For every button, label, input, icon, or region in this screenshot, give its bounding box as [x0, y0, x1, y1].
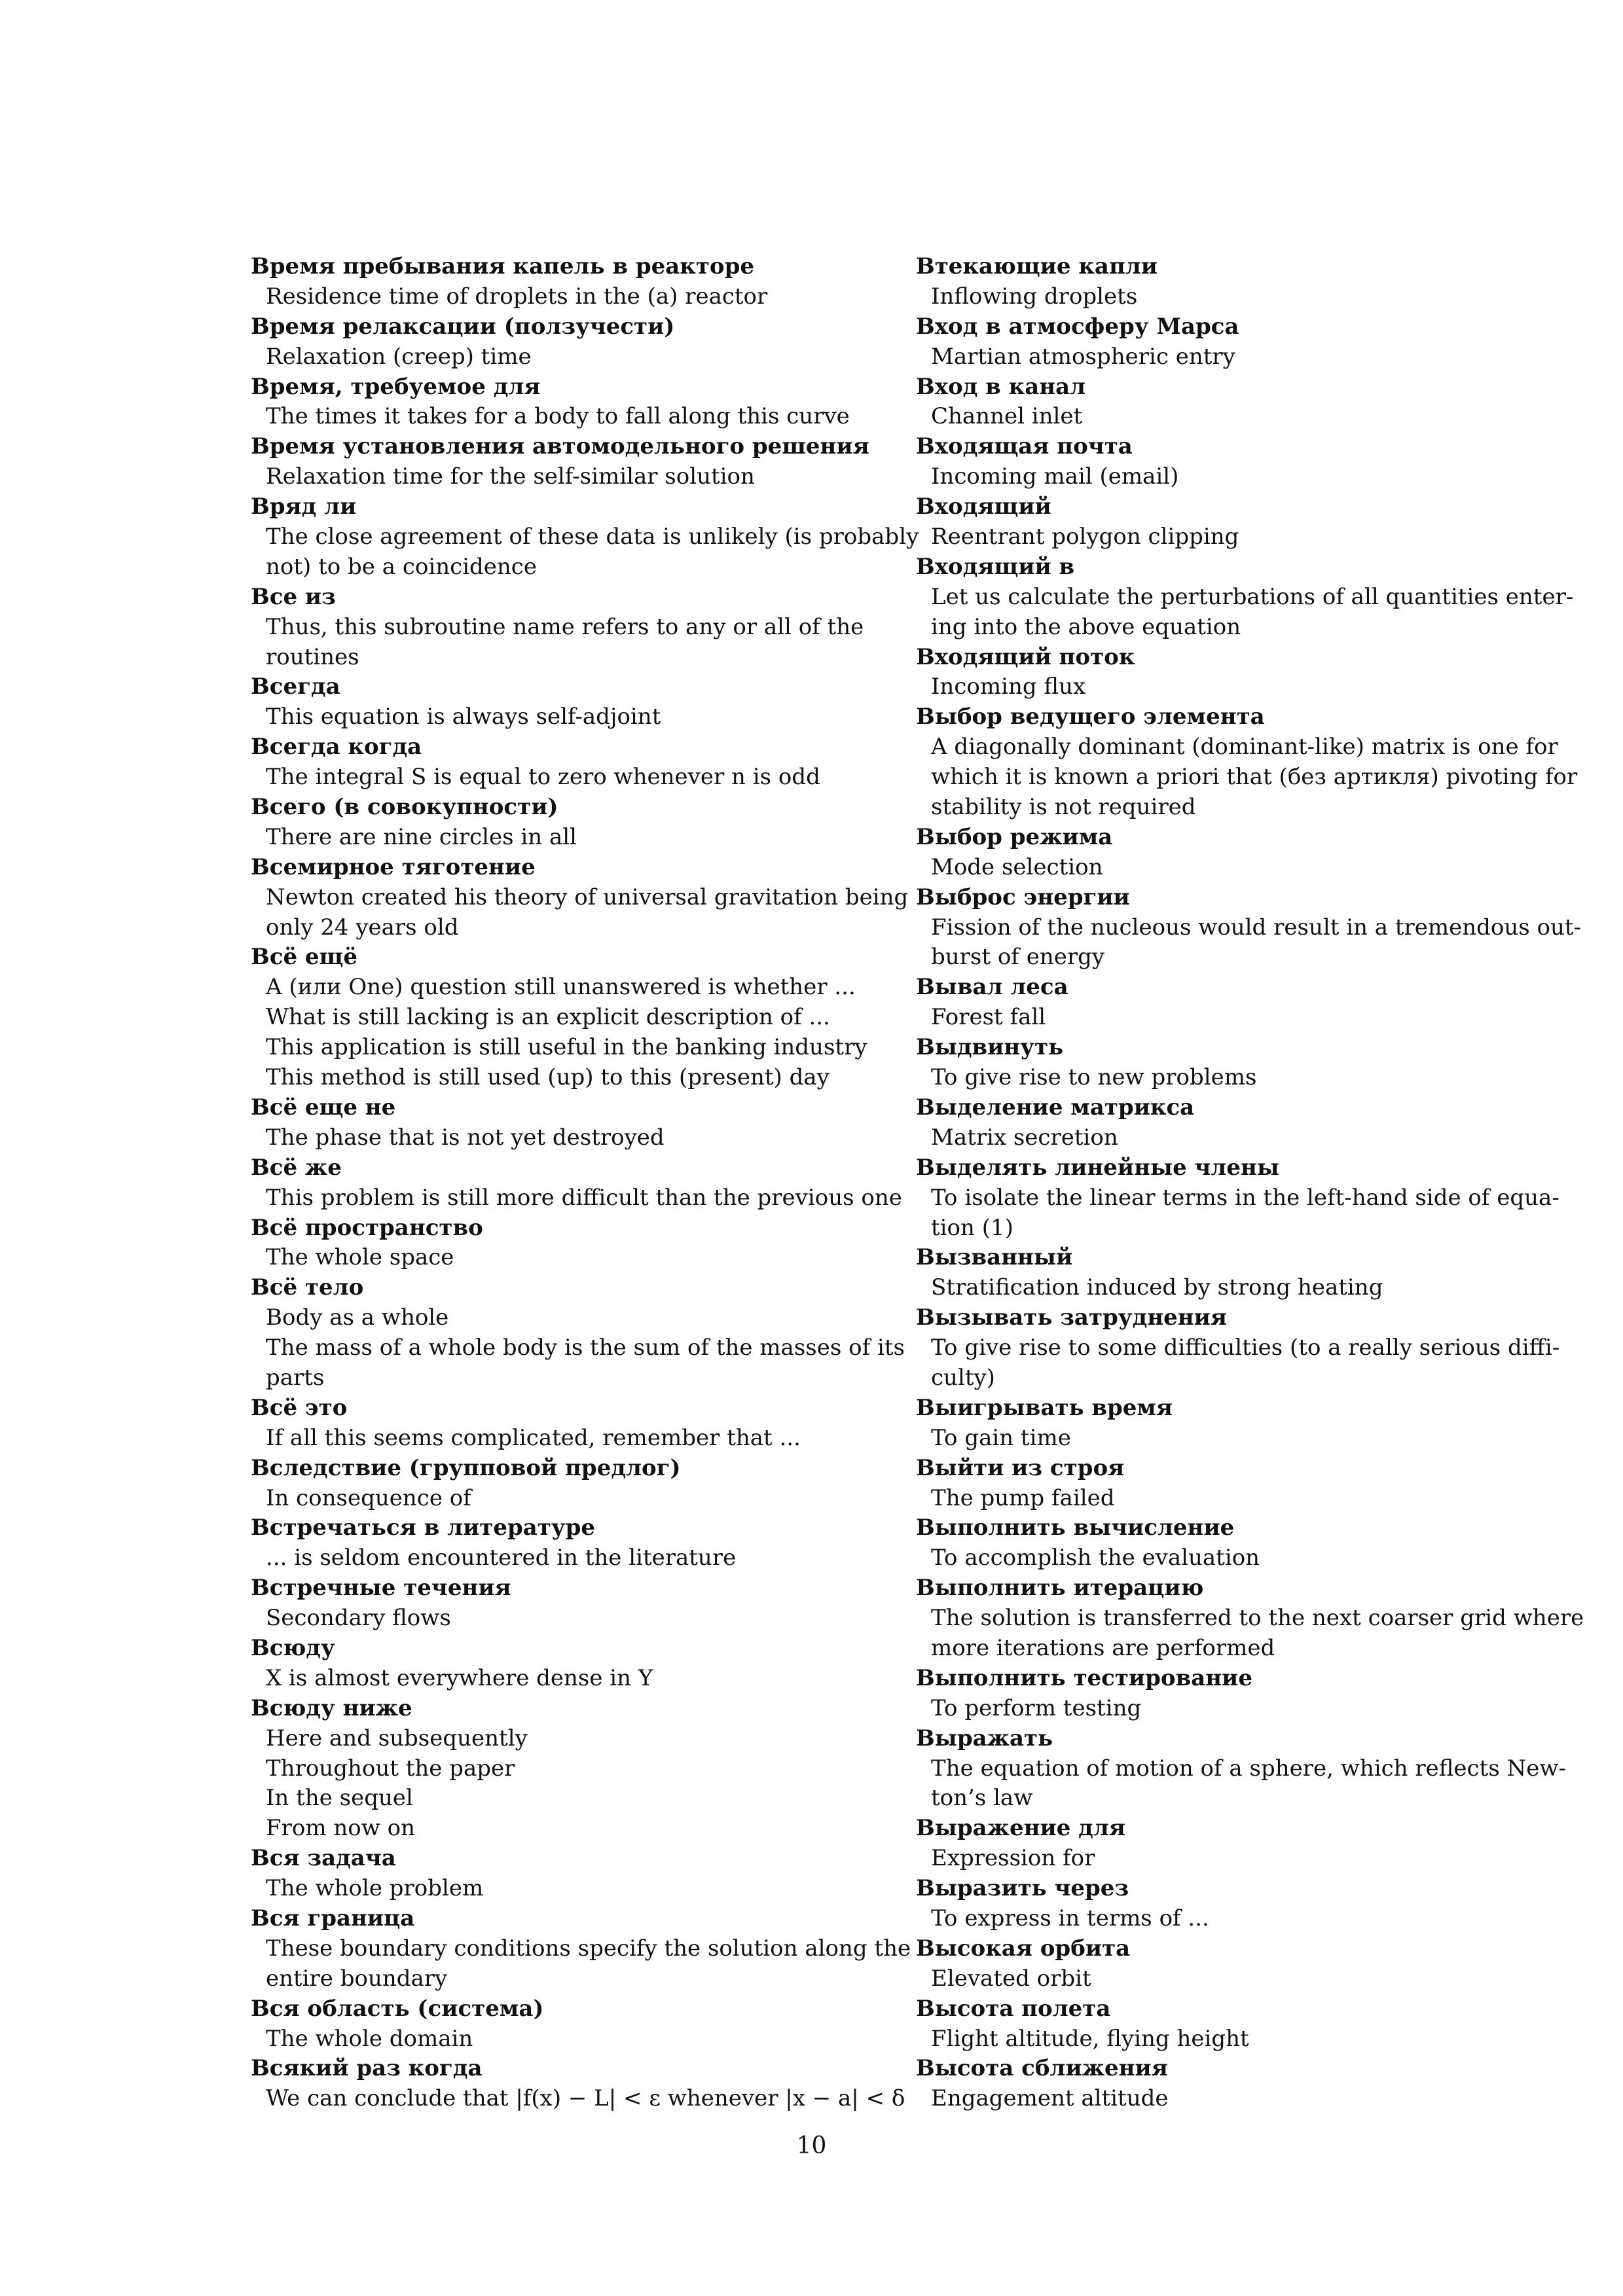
- entry-translation: To accomplish the evaluation: [931, 1545, 1260, 1571]
- entry-translation: The phase that is not yet destroyed: [266, 1124, 665, 1151]
- entry-translation: To gain time: [931, 1424, 1071, 1451]
- entry-term: Время пребывания капель в реакторе: [251, 253, 754, 279]
- entry-term: Входящий в: [916, 553, 1075, 580]
- entry-term: Всё еще не: [251, 1094, 396, 1121]
- entry-translation: The integral S is equal to zero whenever n is odd: [266, 764, 820, 791]
- entry-term: Высота сближения: [916, 2055, 1168, 2082]
- entry-term: Всё это: [251, 1394, 348, 1421]
- entry-translation: To give rise to new problems: [931, 1064, 1257, 1091]
- entry-translation: not) to be a coincidence: [266, 553, 537, 580]
- entry-translation: which it is known a priori that (без артикля) pivoting for: [931, 764, 1578, 791]
- entry-translation: Inflowing droplets: [931, 283, 1138, 310]
- entry-translation: Relaxation time for the self-similar solution: [266, 463, 755, 490]
- entry-translation: stability is not required: [931, 794, 1196, 821]
- entry-term: Вряд ли: [251, 493, 357, 520]
- entry-translation: tion (1): [931, 1214, 1013, 1241]
- entry-translation: Elevated orbit: [931, 1965, 1091, 1992]
- entry-term: Всё пространство: [251, 1214, 483, 1241]
- entry-term: Всемирное тяготение: [251, 853, 536, 880]
- entry-translation: To isolate the linear terms in the left-hand side of equa-: [931, 1184, 1559, 1211]
- entry-translation: The close agreement of these data is unlikely (is probably: [266, 524, 919, 550]
- entry-term: Встречаться в литературе: [251, 1515, 596, 1541]
- entry-term: Всё же: [251, 1154, 342, 1181]
- entry-term: Вызванный: [916, 1244, 1073, 1271]
- entry-translation: Thus, this subroutine name refers to any or all of the: [266, 613, 864, 640]
- entry-translation: The solution is transferred to the next coarser grid where: [931, 1605, 1584, 1632]
- entry-term: Выделять линейные члены: [916, 1154, 1280, 1181]
- entry-translation: Relaxation (creep) time: [266, 343, 532, 370]
- entry-term: Выдвинуть: [916, 1034, 1064, 1061]
- entry-term: Всюду ниже: [251, 1695, 412, 1721]
- entry-term: Вывал леса: [916, 974, 1068, 1001]
- entry-translation: more iterations are performed: [931, 1634, 1275, 1661]
- entry-term: Всего (в совокупности): [251, 794, 558, 821]
- entry-translation: Engagement altitude: [931, 2085, 1169, 2112]
- entry-translation: The mass of a whole body is the sum of the masses of its: [266, 1335, 905, 1361]
- entry-term: Вся задача: [251, 1845, 396, 1872]
- entry-translation: Stratification induced by strong heating: [931, 1274, 1383, 1301]
- entry-translation: ton’s law: [931, 1785, 1033, 1812]
- entry-translation: The whole domain: [266, 2025, 473, 2052]
- entry-term: Выражать: [916, 1725, 1053, 1751]
- entry-translation: ing into the above equation: [931, 613, 1241, 640]
- entry-translation: A (или One) question still unanswered is whether ...: [266, 974, 856, 1001]
- entry-translation: Newton created his theory of universal gravitation being: [266, 884, 909, 910]
- entry-term: Вся область (система): [251, 1995, 544, 2022]
- entry-translation: Residence time of droplets in the (a) reactor: [266, 283, 768, 310]
- entry-translation: The whole space: [266, 1244, 454, 1271]
- entry-term: Выбор режима: [916, 823, 1113, 850]
- entry-translation: Let us calculate the perturbations of all quantities enter-: [931, 583, 1574, 610]
- entry-translation: Expression for: [931, 1845, 1095, 1872]
- entry-translation: routines: [266, 643, 359, 670]
- entry-translation: Incoming mail (email): [931, 463, 1179, 490]
- entry-translation: This problem is still more difficult than the previous one: [266, 1184, 902, 1211]
- entry-term: Время релаксации (ползучести): [251, 313, 675, 340]
- entry-translation: We can conclude that |f(x) − L| < ε whenever |x − a| < δ: [266, 2085, 905, 2112]
- entry-term: Всюду: [251, 1634, 335, 1661]
- entry-term: Выполнить тестирование: [916, 1664, 1252, 1691]
- entry-translation: From now on: [266, 1815, 416, 1842]
- entry-term: Втекающие капли: [916, 253, 1158, 279]
- entry-translation: The times it takes for a body to fall along this curve: [266, 403, 850, 430]
- entry-translation: Flight altitude, flying height: [931, 2025, 1249, 2052]
- entry-translation: X is almost everywhere dense in Y: [266, 1664, 653, 1691]
- entry-term: Выбор ведущего элемента: [916, 704, 1265, 730]
- entry-term: Вход в атмосферу Марса: [916, 313, 1239, 340]
- entry-translation: The equation of motion of a sphere, which reflects New-: [931, 1755, 1566, 1782]
- page-number: 10: [796, 2132, 827, 2159]
- entry-translation: In consequence of: [266, 1484, 471, 1511]
- entry-term: Встречные течения: [251, 1575, 511, 1602]
- entry-term: Всегда: [251, 673, 340, 700]
- entry-term: Вход в канал: [916, 373, 1086, 400]
- entry-term: Всё тело: [251, 1274, 364, 1301]
- entry-translation: Body as a whole: [266, 1304, 449, 1331]
- entry-term: Всё ещё: [251, 944, 357, 971]
- entry-translation: To perform testing: [931, 1695, 1142, 1721]
- entry-translation: Channel inlet: [931, 403, 1083, 430]
- entry-term: Выполнить итерацию: [916, 1575, 1204, 1602]
- entry-translation: entire boundary: [266, 1965, 448, 1992]
- entry-translation: burst of energy: [931, 944, 1105, 971]
- entry-translation: Throughout the paper: [266, 1755, 515, 1782]
- right-column: [916, 252, 1584, 2114]
- entry-translation: Forest fall: [931, 1004, 1046, 1031]
- entry-translation: To express in terms of ...: [931, 1905, 1209, 1931]
- entry-term: Время установления автомодельного решения: [251, 433, 869, 460]
- entry-translation: In the sequel: [266, 1785, 413, 1812]
- entry-term: Всякий раз когда: [251, 2055, 483, 2082]
- entry-translation: Here and subsequently: [266, 1725, 528, 1751]
- entry-term: Выброс энергии: [916, 884, 1130, 910]
- entry-translation: A diagonally dominant (dominant-like) matrix is one for: [931, 734, 1558, 761]
- entry-term: Высота полета: [916, 1995, 1111, 2022]
- entry-translation: To give rise to some difficulties (to a really serious diffi-: [931, 1335, 1560, 1361]
- entry-translation: These boundary conditions specify the solution along the: [266, 1935, 911, 1962]
- entry-translation: Mode selection: [931, 853, 1103, 880]
- entry-translation: The pump failed: [931, 1484, 1115, 1511]
- entry-translation: ... is seldom encountered in the literature: [266, 1545, 737, 1571]
- entry-term: Вся граница: [251, 1905, 415, 1931]
- entry-term: Входящий: [916, 493, 1051, 520]
- entry-term: Выражение для: [916, 1815, 1125, 1842]
- entry-term: Всегда когда: [251, 734, 422, 761]
- entry-translation: There are nine circles in all: [266, 823, 577, 850]
- entry-translation: What is still lacking is an explicit description of ...: [266, 1004, 830, 1031]
- entry-term: Все из: [251, 583, 336, 610]
- entry-translation: parts: [266, 1364, 325, 1391]
- entry-translation: This equation is always self-adjoint: [266, 704, 661, 730]
- entry-term: Входящий поток: [916, 643, 1135, 670]
- entry-term: Выигрывать время: [916, 1394, 1173, 1421]
- entry-translation: The whole problem: [266, 1875, 484, 1902]
- entry-term: Вызывать затруднения: [916, 1304, 1227, 1331]
- entry-translation: If all this seems complicated, remember that ...: [266, 1424, 801, 1451]
- entry-translation: culty): [931, 1364, 995, 1391]
- entry-term: Выделение матрикса: [916, 1094, 1195, 1121]
- entry-translation: Martian atmospheric entry: [931, 343, 1235, 370]
- entry-translation: This application is still useful in the banking industry: [266, 1034, 867, 1061]
- entry-term: Высокая орбита: [916, 1935, 1131, 1962]
- entry-translation: Fission of the nucleous would result in a tremendous out-: [931, 914, 1582, 941]
- entry-translation: Reentrant polygon clipping: [931, 524, 1239, 550]
- entry-term: Вследствие (групповой предлог): [251, 1454, 681, 1481]
- entry-translation: only 24 years old: [266, 914, 459, 941]
- entry-translation: This method is still used (up) to this (present) day: [266, 1064, 830, 1091]
- entry-term: Входящая почта: [916, 433, 1133, 460]
- entry-translation: Matrix secretion: [931, 1124, 1118, 1151]
- entry-term: Выйти из строя: [916, 1454, 1125, 1481]
- entry-term: Выполнить вычисление: [916, 1515, 1235, 1541]
- entry-translation: Incoming flux: [931, 673, 1086, 700]
- entry-term: Время, требуемое для: [251, 373, 541, 400]
- entry-translation: Secondary flows: [266, 1605, 451, 1632]
- entry-term: Выразить через: [916, 1875, 1129, 1902]
- left-column: [251, 252, 919, 2114]
